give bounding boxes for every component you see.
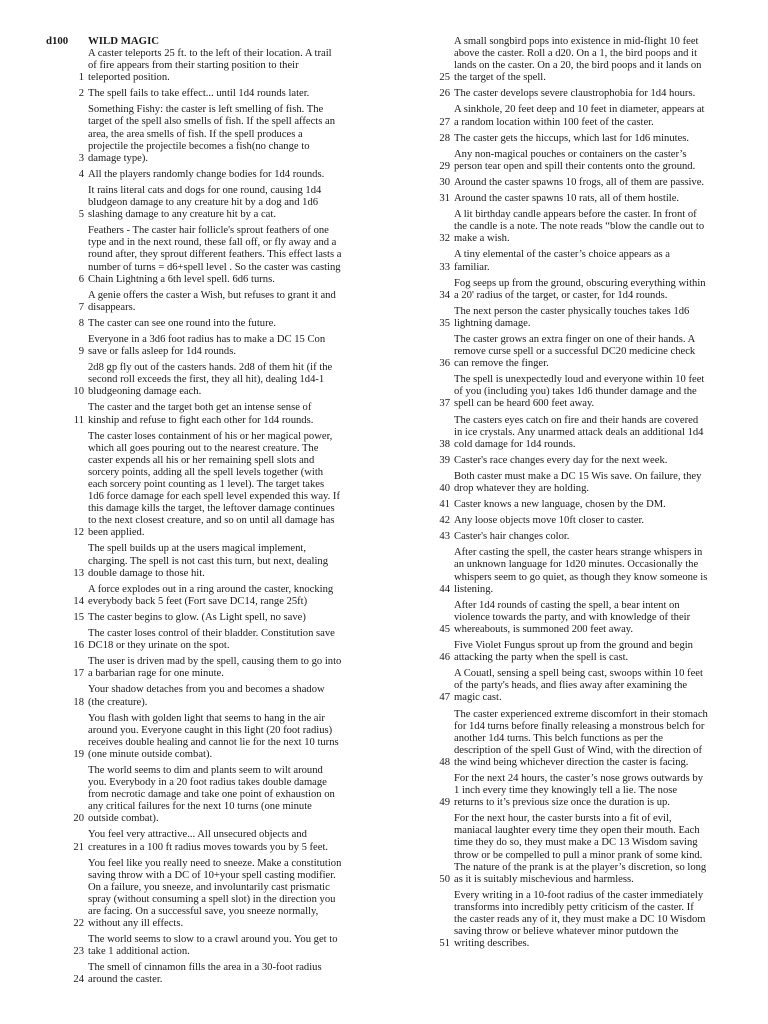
effect-text: After 1d4 rounds of casting the spell, a bear intent on violence towards the party, and with knowledge of their whereabouts, is summoned 200 feet away. <box>454 599 691 635</box>
effect-text: A caster teleports 25 ft. to the left of their location. A trail of fire appears from their starting position to their teleported position. <box>88 48 332 84</box>
table-row <box>46 543 342 579</box>
table-row <box>412 640 708 664</box>
left-entry-list <box>46 48 342 987</box>
roll-number: 34 <box>439 289 450 301</box>
table-row <box>46 185 342 221</box>
table-row <box>412 668 708 704</box>
effect-text: Fog seeps up from the ground, obscuring everything within a 20' radius of the target, or caster, for 1d4 rounds. <box>454 277 706 301</box>
table-row <box>412 104 708 128</box>
table-row <box>412 149 708 173</box>
roll-number: 30 <box>439 176 450 188</box>
roll-number: 36 <box>439 358 450 370</box>
roll-number: 20 <box>73 813 84 825</box>
effect-text: A sinkhole, 20 feet deep and 10 feet in diameter, appears at a random location within 100 feet of the caster. <box>454 104 705 128</box>
table-row <box>412 600 708 636</box>
table-row <box>412 306 708 330</box>
table-row <box>412 278 708 302</box>
roll-number: 26 <box>439 88 450 100</box>
effect-text: The caster loses control of their bladder. Constitution save DC18 or they urinate on the spot. <box>88 628 335 652</box>
effect-text: Around the caster spawns 10 frogs, all of them are passive. <box>454 176 705 188</box>
effect-text: The caster can see one round into the future. <box>88 317 276 329</box>
effect-text: Caster knows a new language, chosen by the DM. <box>454 499 666 511</box>
roll-number: 5 <box>78 209 84 221</box>
table-row <box>46 656 342 680</box>
left-column <box>46 36 342 991</box>
effect-text: The caster gets the hiccups, which last for 1d6 minutes. <box>454 132 690 144</box>
table-row <box>46 334 342 358</box>
roll-number: 42 <box>439 515 450 527</box>
effect-text: It rains literal cats and dogs for one round, causing 1d4 bludgeon damage to any creature hit by a dog and 1d6 slashing damage to any creature hit by a cat. <box>88 184 322 221</box>
table-row <box>412 515 708 527</box>
table-row <box>46 402 342 426</box>
table-row <box>46 431 342 540</box>
table-row <box>412 249 708 273</box>
effect-text: A force explodes out in a ring around the caster, knocking everybody back 5 feet (Fort save DC14, range 25ft) <box>88 583 334 607</box>
table-row <box>46 858 342 931</box>
table-row <box>412 547 708 595</box>
roll-number: 14 <box>73 595 84 607</box>
effect-text: The caster develops severe claustrophobia for 1d4 hours. <box>454 88 696 100</box>
roll-number: 27 <box>439 116 450 128</box>
roll-number: 35 <box>439 317 450 329</box>
roll-number: 40 <box>439 483 450 494</box>
effect-text: For the next 24 hours, the caster’s nose grows outwards by 1 inch every time they knowingly tell a lie. The nose returns to it’s previous size once the duration is up. <box>454 772 704 809</box>
roll-number: 17 <box>73 668 84 680</box>
table-row <box>46 628 342 652</box>
effect-text: A tiny elemental of the caster’s choice appears as a familiar. <box>454 249 671 273</box>
roll-number: 44 <box>439 583 450 595</box>
effect-text: Feathers - The caster hair follicle's sprout feathers of one type and in the next round, these fall off, or fly away and a round after, they sprout different feathers. This effect lasts a number of turns = d6+spell level . So the caster was casting Chain Lightning a 6th level spell. 6d6 turns. <box>88 225 342 285</box>
effect-text: All the players randomly change bodies for 1d4 rounds. <box>88 168 325 180</box>
roll-number: 24 <box>73 974 84 986</box>
roll-number: 49 <box>439 797 450 809</box>
table-row <box>412 471 708 495</box>
effect-text: Everyone in a 3d6 foot radius has to make a DC 15 Con save or falls asleep for 1d4 rounds. <box>88 333 326 358</box>
table-row <box>46 962 342 986</box>
roll-number: 39 <box>439 454 450 466</box>
effect-text: The caster and the target both get an intense sense of kinship and refuse to fight each other for 1d4 rounds. <box>88 402 314 426</box>
effect-text: Caster's race changes every day for the next week. <box>454 454 668 466</box>
table-title: WILD MAGIC <box>88 35 160 47</box>
effect-text: For the next hour, the caster bursts into a fit of evil, maniacal laughter every time they open their mouth. Each time they do so, they must make a DC 13 Wisdom saving throw or be compelled to pull a minor prank of some kind. The nature of the prank is at the player’s discretion, so long as it is suitably mischevious and harmless. <box>454 813 707 885</box>
effect-text: Five Violet Fungus sprout up from the ground and begin attacking the party when the spell is cast. <box>454 640 693 664</box>
roll-number: 15 <box>73 611 84 623</box>
die-label: d100 <box>46 35 69 47</box>
table-row <box>412 133 708 145</box>
table-row <box>46 318 342 330</box>
roll-number: 7 <box>78 301 84 313</box>
roll-number: 32 <box>439 233 450 245</box>
table-row <box>412 177 708 189</box>
table-row <box>46 934 342 958</box>
roll-number: 4 <box>78 168 84 180</box>
table-header <box>46 36 342 47</box>
table-row <box>46 48 342 84</box>
table-row <box>46 713 342 761</box>
roll-number: 41 <box>439 499 450 511</box>
effect-text: Your shadow detaches from you and becomes a shadow (the creature). <box>88 684 325 708</box>
effect-text: The user is driven mad by the spell, causing them to go into a barbarian rage for one minute. <box>88 656 342 680</box>
effect-text: The spell fails to take effect... until 1d4 rounds later. <box>88 88 310 100</box>
roll-number: 37 <box>439 398 450 410</box>
effect-text: The next person the caster physically touches takes 1d6 lightning damage. <box>454 305 690 329</box>
effect-text: The caster begins to glow. (As Light spell, no save) <box>88 611 306 623</box>
table-row <box>412 813 708 886</box>
roll-number: 47 <box>439 692 450 704</box>
table-row <box>412 709 708 769</box>
effect-text: The spell builds up at the users magical implement, charging. The spell is not cast this turn, but next, dealing double damage to those hit. <box>88 543 328 579</box>
table-row <box>46 362 342 398</box>
effect-text: Every writing in a 10-foot radius of the caster immediately transforms into incredibly petty criticism of the caster. If the caster reads any of it, they must make a DC 10 Wisdom saving throw or believe whatever minor putdown the writing describes. <box>454 889 706 950</box>
roll-number: 16 <box>73 640 84 652</box>
table-row <box>46 584 342 608</box>
table-row <box>412 531 708 543</box>
effect-text: A lit birthday candle appears before the caster. In front of the candle is a note. The note reads “blow the candle out to make a wish. <box>454 209 705 245</box>
effect-text: The smell of cinnamon fills the area in a 30-foot radius around the caster. <box>88 962 322 986</box>
effect-text: The caster grows an extra finger on one of their hands. A remove curse spell or a successful DC20 medicine check can remove the finger. <box>454 333 696 370</box>
roll-number: 22 <box>73 918 84 930</box>
table-row <box>46 612 342 624</box>
roll-number: 25 <box>439 72 450 84</box>
table-row <box>412 773 708 809</box>
effect-text: 2d8 gp fly out of the casters hands. 2d8 of them hit (if the second roll exceeds the first, they all hit), dealing 1d4-1 bludgeoning damage each. <box>88 362 333 398</box>
table-row <box>412 415 708 451</box>
roll-number: 31 <box>439 193 450 205</box>
table-row <box>412 499 708 511</box>
effect-text: The caster loses containment of his or her magical power, which all goes pouring out to the nearest creature. The caster expends all his or her remaining spell slots and sorcery points, adding all the spell levels together (with each sorcery point counting as 1 level). The target takes 1d6 force damage for each spell level expended this way. If this damage kills the target, the leftover damage continues to the next closest creature, and so on until all damage has been applied. <box>88 430 340 539</box>
effect-text: Any loose objects move 10ft closer to caster. <box>454 515 645 527</box>
roll-number: 18 <box>73 696 84 708</box>
roll-number: 45 <box>439 623 450 635</box>
effect-text: After casting the spell, the caster hears strange whispers in an unknown language for 1d20 minutes. Occasionally the whispers seem to go quiet, as though they know someone is listening. <box>454 547 708 595</box>
table-row <box>46 225 342 285</box>
roll-number: 2 <box>78 88 84 100</box>
effect-text: Something Fishy: the caster is left smelling of fish. The target of the spell also smells of fish. If the spell affects an area, the area smells of fish. If the spell produces a projectile the projectile becomes a fish(no change to damage type). <box>88 104 336 164</box>
roll-number: 10 <box>73 386 84 398</box>
roll-number: 46 <box>439 652 450 664</box>
effect-text: The spell is unexpectedly loud and everyone within 10 feet of you (including you) takes 1d6 thunder damage and the spell can be heard 600 feet away. <box>454 374 705 410</box>
table-row <box>412 455 708 467</box>
roll-number: 38 <box>439 438 450 450</box>
table-row <box>46 88 342 100</box>
roll-number: 48 <box>439 756 450 768</box>
table-row <box>46 169 342 181</box>
roll-number: 51 <box>439 938 450 950</box>
table-row <box>412 88 708 100</box>
effect-text: The world seems to slow to a crawl around you. You get to take 1 additional action. <box>88 934 338 958</box>
roll-number: 29 <box>439 160 450 172</box>
right-column <box>412 36 708 954</box>
table-row <box>46 104 342 164</box>
table-row <box>412 374 708 410</box>
effect-text: Any non-magical pouches or containers on the caster’s person tear open and spill their contents onto the ground. <box>454 148 696 172</box>
roll-number: 43 <box>439 531 450 543</box>
effect-text: A Couatl, sensing a spell being cast, swoops within 10 feet of the party's heads, and flies away after examining the magic cast. <box>454 668 703 704</box>
roll-number: 9 <box>78 346 84 358</box>
effect-text: A small songbird pops into existence in mid-flight 10 feet above the caster. Roll a d20. On a 1, the bird poops and it lands on the caster. On a 20, the bird poops and it lands on the target of the spell. <box>454 36 702 84</box>
roll-number: 1 <box>78 72 84 84</box>
table-row <box>412 890 708 950</box>
effect-text: Around the caster spawns 10 rats, all of them hostile. <box>454 193 680 205</box>
right-entry-list <box>412 36 708 950</box>
effect-text: You flash with golden light that seems to hang in the air around you. Everyone caught in this light (20 foot radius) receives double healing and cannot lie for the next 10 turns (one minute outside combat). <box>88 712 339 760</box>
roll-number: 13 <box>73 567 84 579</box>
table-row <box>412 36 708 84</box>
table-row <box>412 334 708 370</box>
roll-number: 8 <box>78 317 84 329</box>
roll-number: 11 <box>73 414 84 426</box>
roll-number: 33 <box>439 261 450 273</box>
effect-text: Caster's hair changes color. <box>454 531 570 543</box>
roll-number: 12 <box>73 527 84 539</box>
effect-text: The world seems to dim and plants seem to wilt around you. Everybody in a 20 foot radius takes double damage from necrotic damage and take one point of exhaustion on any critical failures for the next 10 turns (one minute outside combat). <box>88 764 335 825</box>
roll-number: 6 <box>78 273 84 285</box>
table-row <box>46 765 342 825</box>
effect-text: A genie offers the caster a Wish, but refuses to grant it and disappears. <box>88 289 336 313</box>
table-row <box>46 829 342 853</box>
roll-number: 23 <box>73 946 84 958</box>
table-row <box>412 193 708 205</box>
table-row <box>412 209 708 245</box>
effect-text: You feel like you really need to sneeze. Make a constitution saving throw with a DC of 10+your spell casting modifier. On a failure, you sneeze, and involuntarily cast prismatic spray (without consuming a spell slot) in the direction you are facing. On a successful save, you sneeze normally, without any ill effects. <box>88 857 342 930</box>
effect-text: The casters eyes catch on fire and their hands are covered in ice crystals. Any unarmed attack deals an additional 1d4 cold damage for 1d4 rounds. <box>454 414 704 450</box>
roll-number: 3 <box>78 152 84 164</box>
effect-text: You feel very attractive... All unsecured objects and creatures in a 100 ft radius moves towards you by 5 feet. <box>88 829 329 853</box>
roll-number: 21 <box>73 841 84 853</box>
table-row <box>46 684 342 708</box>
roll-number: 28 <box>439 132 450 144</box>
effect-text: The caster experienced extreme discomfort in their stomach for 1d4 turns before finally releasing a monstrous belch for another 1d4 turns. This belch functions as per the description of the spell Gust of Wind, with the direction of the wind being whichever direction the caster is facing. <box>454 708 708 768</box>
table-row <box>46 290 342 314</box>
roll-number: 19 <box>73 748 84 760</box>
roll-number: 50 <box>439 873 450 885</box>
effect-text: Both caster must make a DC 15 Wis save. On failure, they drop whatever they are holding. <box>454 470 702 494</box>
